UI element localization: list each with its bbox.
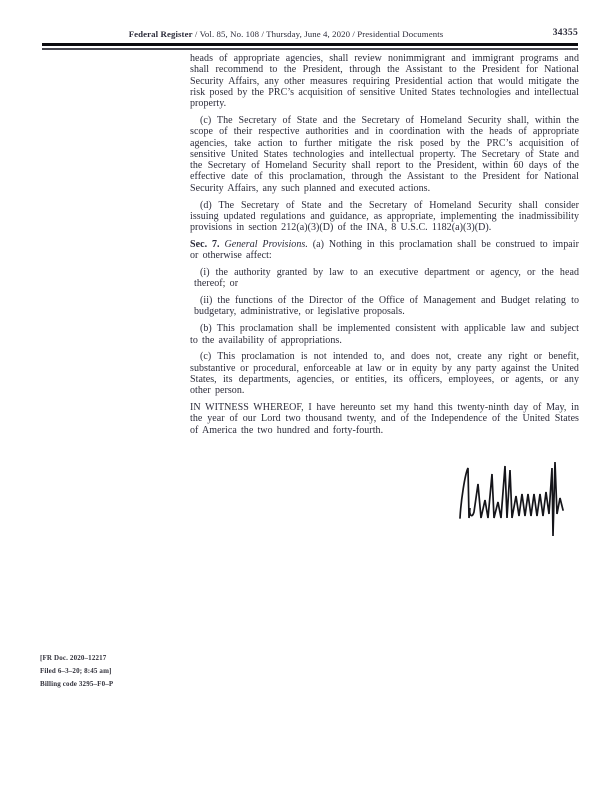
sec7-title: General Provisions. [224,238,313,250]
fr-filed-line: Filed 6–3–20; 8:45 am] [40,667,112,675]
paragraph-b-implementation: (b) This proclamation shall be implemented consistent with applicable law and subject to the availability of appropriations. [190,323,579,346]
page-header [42,29,578,50]
header-rule-thin [42,48,578,50]
paragraph-sec7 [190,239,579,262]
paragraph-c-secretaries: (c) The Secretary of State and the Secretary of Homeland Security shall, within the scope of their respective authorities and in coordination with the heads of appropriate agencies, take action to further mitigate the risk posed by the PRC’s acquisition of sensitive United States technologies and intellectual property. The Secretary of State and the Secretary of Homeland Security shall report to the President, within 60 days of the effective date of this proclamation, through the Assistant to the President for National Security Affairs, any such planned and executed actions. [190,114,579,194]
paragraph-i-authority: (i) the authority granted by law to an executive department or agency, or the head thereof; or [194,267,579,290]
sec7-text: (a) Nothing in this proclamation shall be construed to impair or otherwise affect: [190,238,579,262]
proclamation-body [190,53,579,441]
page-number: 34355 [552,28,578,38]
paragraph-c-no-rights: (c) This proclamation is not intended to, and does not, create any right or benefit, substantive or procedural, enforceable at law or in equity by any party against the United States, its departments, agencies, or entities, its officers, employees, or agents, or any other person. [190,351,579,397]
presidential-signature [452,452,570,544]
header-title-line [42,29,578,39]
paragraph-in-witness: IN WITNESS WHEREOF, I have hereunto set my hand this twenty-ninth day of May, in the year of our Lord two thousand twenty, and of the Independence of the United States of America the two hundred and forty-fourth. [190,402,579,436]
fr-doc-number-line: [FR Doc. 2020–12217 [40,654,107,662]
filing-info [40,652,113,691]
billing-code-line: Billing code 3295–F0–P [40,680,114,688]
issue-info: / Vol. 85, No. 108 / Thursday, June 4, 2020 / Presidential Documents [192,29,444,39]
header-rule-thick [42,43,578,46]
paragraph-continuation: heads of appropriate agencies, shall review nonimmigrant and immigrant programs and shall recommend to the President, through the Assistant to the President for National Security Affairs, any other measures requiring Presidential action that would mitigate the risk posed by the PRC’s acquisition of sensitive United States technologies and intellectual property. [190,53,579,110]
paragraph-d-regulations: (d) The Secretary of State and the Secretary of Homeland Security shall consider issuing updated regulations and guidance, as appropriate, implementing the inadmissibility provisions in section 212(a)(3)(D) of the INA, 8 U.S.C. 1182(a)(3)(D). [190,199,579,234]
journal-name: Federal Register [128,29,193,39]
paragraph-ii-omb: (ii) the functions of the Director of the Office of Management and Budget relating to budgetary, administrative, or legislative proposals. [194,295,579,318]
signature-glyph [452,452,570,544]
sec7-label: Sec. 7. [190,238,225,250]
